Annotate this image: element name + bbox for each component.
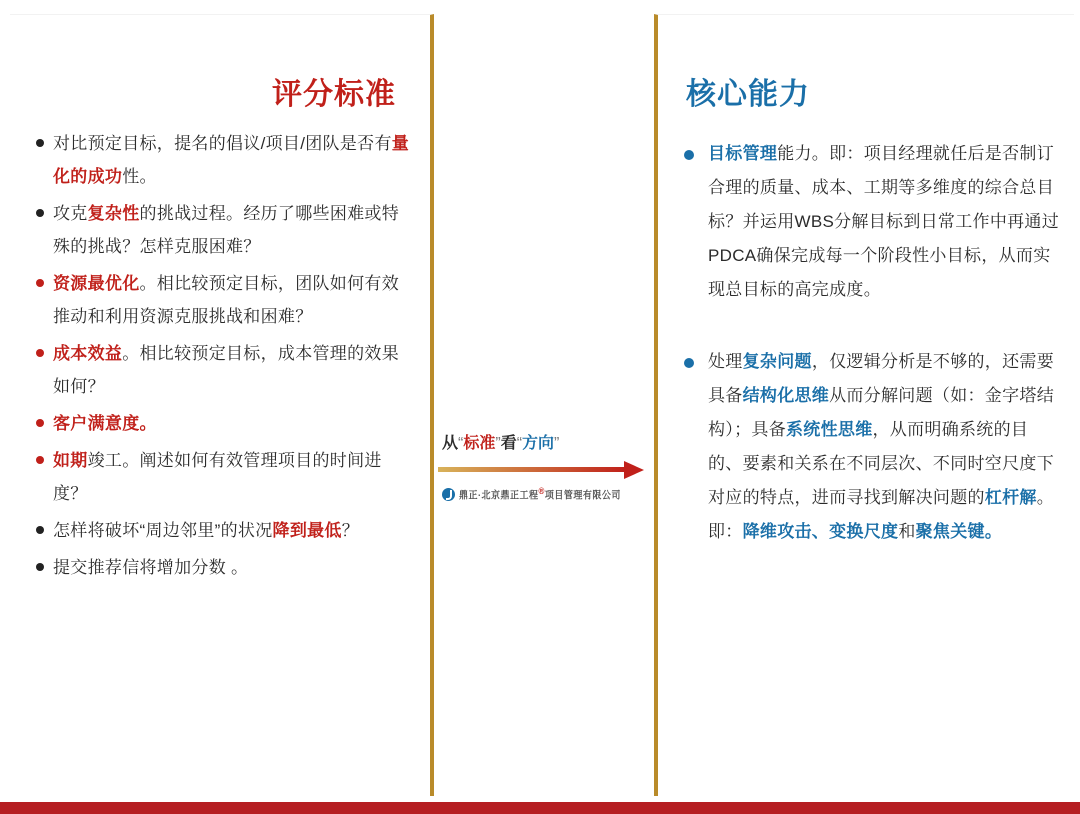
list-item (36, 444, 414, 510)
bullet-dot-icon (36, 456, 44, 464)
bullet-dot-icon (684, 358, 694, 368)
list-item-text: 客户满意度。 (53, 414, 157, 433)
list-item-text: 资源最优化。相比较预定目标，团队如何有效推动和利用资源克服挑战和困难？ (53, 274, 399, 326)
bullet-dot-icon (36, 209, 44, 217)
list-item (36, 267, 414, 333)
list-item (36, 514, 414, 547)
list-item-text: 成本效益。相比较预定目标，成本管理的效果如何？ (53, 344, 400, 396)
core-competency-list (684, 137, 1060, 587)
list-item (36, 337, 414, 403)
bullet-dot-icon (36, 526, 44, 534)
list-item (36, 127, 414, 193)
core-competency-panel (654, 14, 1074, 796)
bullet-dot-icon (36, 419, 44, 427)
list-item (36, 407, 414, 440)
page-title-left: 评分标准 (272, 78, 396, 111)
list-item (36, 197, 414, 263)
list-item-text: 如期竣工。阐述如何有效管理项目的时间进度？ (53, 451, 382, 503)
bullet-dot-icon (36, 349, 44, 357)
arrow-head-icon (624, 461, 644, 479)
arrow-label: 从“标准”看“方向” (442, 435, 560, 452)
bullet-dot-icon (36, 139, 44, 147)
arrow-graphic (438, 461, 644, 479)
bullet-dot-icon (36, 563, 44, 571)
watermark-text: 鼎正·北京鼎正工程®项目管理有限公司 (459, 485, 621, 501)
list-item (684, 345, 1060, 549)
list-item (36, 551, 414, 584)
watermark (438, 487, 648, 501)
list-item-text: 攻克复杂性的挑战过程。经历了哪些困难或特殊的挑战？怎样克服困难？ (53, 204, 400, 256)
transition-arrow-block (438, 430, 648, 501)
bullet-dot-icon (684, 150, 694, 160)
arrow-line (438, 467, 626, 472)
list-item (684, 137, 1060, 307)
list-item-text: 目标管理能力。即：项目经理就任后是否制订合理的质量、成本、工期等多维度的综合总目标？并运用WBS分解目标到日常工作中再通过PDCA确保完成每一个阶段性小目标，从而实现总目标的高完成度。 (708, 144, 1060, 299)
scoring-criteria-panel (10, 14, 434, 796)
list-item-text: 对比预定目标，提名的倡议/项目/团队是否有量化的成功性。 (53, 134, 410, 186)
bottom-accent-bar (0, 802, 1080, 814)
hand-circle-logo-icon (442, 488, 455, 501)
list-item-text: 提交推荐信将增加分数 。 (53, 558, 249, 577)
list-item-text: 处理复杂问题，仅逻辑分析是不够的，还需要具备结构化思维从而分解问题（如：金字塔结构）；具备系统性思维，从而明确系统的目的、要素和关系在不同层次、不同时空尺度下对应的特点，进而寻找到解决问题的杠杆解。即：降维攻击、变换尺度和聚焦关键。 (708, 352, 1055, 541)
list-item-text: 怎样将破坏“周边邻里”的状况降到最低？ (53, 521, 360, 540)
page-title-right: 核心能力 (686, 78, 810, 111)
bullet-dot-icon (36, 279, 44, 287)
scoring-criteria-list (36, 127, 414, 588)
